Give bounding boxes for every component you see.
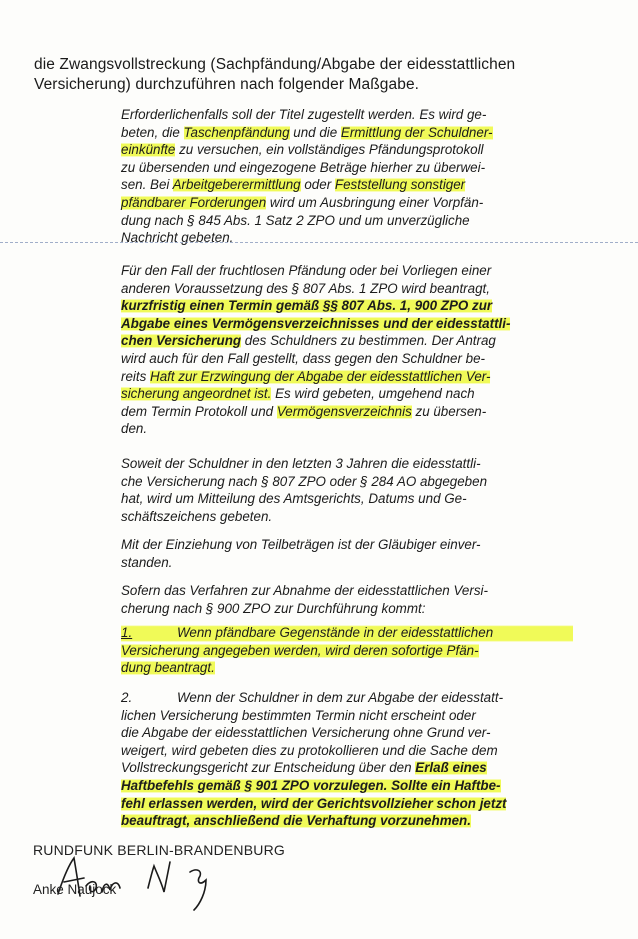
highlighted-text: Taschenpfändung bbox=[183, 124, 290, 140]
text-line: reits bbox=[121, 368, 151, 384]
text-line: zu übersen- bbox=[411, 403, 487, 419]
text-line: Erforderlichenfalls soll der Titel zugestellt werden. Es wird ge- bbox=[121, 107, 487, 122]
text-line: oder bbox=[300, 177, 335, 193]
text-line: Es wird gebeten, umgehend nach bbox=[271, 386, 475, 402]
intro-line: Versicherung) durchzuführen nach folgender Maßgabe. bbox=[34, 76, 420, 93]
highlighted-text: Erlaß eines bbox=[415, 760, 487, 776]
text-line: schäftszeichens gebeten. bbox=[121, 508, 273, 524]
text-line: dem Termin Protokoll und bbox=[121, 403, 277, 419]
highlighted-text: Feststellung sonstiger bbox=[334, 177, 466, 193]
highlighted-text: beauftragt, anschließend die Verhaftung vorzunehmen. bbox=[121, 813, 471, 829]
text-line: die Abgabe der eidesstattlichen Versicherung ohne Grund ver- bbox=[121, 725, 491, 741]
sender-name: RUNDFUNK BERLIN-BRANDENBURG bbox=[33, 842, 285, 858]
intro-text bbox=[34, 55, 594, 95]
text-line: Vollstreckungsgericht zur Entscheidung über den bbox=[121, 760, 416, 776]
list-number: 1. bbox=[121, 625, 133, 640]
text-line: wird um Ausbringung einer Vorpfän- bbox=[266, 194, 484, 210]
highlighted-text: Arbeitgeberermittlung bbox=[172, 177, 301, 193]
highlighted-text: Vermögensverzeichnis bbox=[276, 403, 412, 419]
list-number: 2. bbox=[121, 690, 133, 705]
text-line: Nachricht gebeten. bbox=[121, 230, 234, 246]
highlighted-text: Haftbefehls gemäß § 901 ZPO vorzulegen. Sollte ein Haftbe- bbox=[121, 777, 501, 793]
highlighted-text: Ermittlung der Schuldner- bbox=[340, 124, 493, 140]
text-line: wird auch für den Fall gestellt, dass gegen den Schuldner be- bbox=[121, 350, 485, 366]
highlighted-text: Versicherung angegeben werden, wird deren sofortige Pfän- bbox=[121, 642, 479, 658]
paragraph-previous-affidavit bbox=[121, 455, 573, 525]
text-line: Wenn der Schuldner in dem zur Abgabe der eidesstatt- bbox=[177, 690, 504, 705]
scan-artifact-line bbox=[0, 242, 638, 243]
highlighted-text: einkünfte bbox=[121, 142, 176, 158]
text-line: Soweit der Schuldner in den letzten 3 Jahren die eidesstattli- bbox=[121, 456, 481, 471]
text-line: beten, die bbox=[121, 124, 184, 140]
text-line: Sofern das Verfahren zur Abnahme der eidesstattlichen Versi- bbox=[121, 583, 488, 598]
text-line: zu versuchen, ein vollständiges Pfändungsprotokoll bbox=[175, 142, 484, 158]
highlighted-text: kurzfristig einen Termin gemäß §§ 807 Abs. 1, 900 ZPO zur bbox=[121, 298, 493, 314]
paragraph-service-instructions bbox=[121, 106, 573, 247]
text-line: che Versicherung nach § 807 ZPO oder § 284 AO abgegeben bbox=[121, 473, 488, 489]
text-line: standen. bbox=[121, 554, 173, 570]
text-line: dung nach § 845 Abs. 1 Satz 2 ZPO und um unverzügliche bbox=[121, 212, 470, 228]
highlighted-text: chen Versicherung bbox=[121, 333, 242, 349]
intro-line: die Zwangsvollstreckung (Sachpfändung/Abgabe der eidesstattlichen bbox=[34, 56, 516, 73]
text-line: und die bbox=[289, 124, 341, 140]
highlighted-text: Haft zur Erzwingung der Abgabe der eidesstattlichen Ver- bbox=[150, 368, 491, 384]
text-line: cherung nach § 900 ZPO zur Durchführung kommt: bbox=[121, 600, 426, 616]
paragraph-partial-payments bbox=[121, 536, 573, 571]
text-line: hat, wird um Mitteilung des Amtsgerichts, Datums und Ge- bbox=[121, 491, 467, 507]
text-line: sen. Bei bbox=[121, 177, 173, 193]
text-line: zu übersenden und eingezogene Beträge hierher zu überwei- bbox=[121, 159, 486, 175]
highlighted-text: Abgabe eines Vermögensverzeichnisses und der eidesstattli- bbox=[121, 315, 511, 331]
highlighted-text: Wenn pfändbare Gegenstände in der eidesstattlichen bbox=[177, 625, 494, 640]
text-line: lichen Versicherung bestimmten Termin nicht erscheint oder bbox=[121, 707, 476, 723]
text-line: Mit der Einziehung von Teilbeträgen ist der Gläubiger einver- bbox=[121, 537, 481, 552]
paragraph-fruitless-seizure bbox=[121, 262, 573, 438]
highlighted-text: dung beantragt. bbox=[121, 660, 215, 676]
text-line: weigert, wird gebeten dies zu protokollieren und die Sache dem bbox=[121, 742, 498, 758]
text-line: des Schuldners zu bestimmen. Der Antrag bbox=[241, 333, 496, 349]
list-item-1 bbox=[121, 624, 573, 677]
signatory-name: Anke Naujock bbox=[33, 882, 117, 897]
paragraph-procedure bbox=[121, 582, 573, 617]
text-line: Für den Fall der fruchtlosen Pfändung oder bei Vorliegen einer bbox=[121, 263, 492, 278]
text-line: anderen Voraussetzung des § 807 Abs. 1 ZPO wird beantragt, bbox=[121, 280, 490, 296]
highlighted-text: pfändbarer Forderungen bbox=[121, 194, 267, 210]
highlighted-text: fehl erlassen werden, wird der Gerichtsvollzieher schon jetzt bbox=[121, 795, 507, 811]
text-line: den. bbox=[121, 421, 148, 437]
highlighted-text: sicherung angeordnet ist. bbox=[121, 386, 272, 402]
list-item-2 bbox=[121, 689, 573, 830]
